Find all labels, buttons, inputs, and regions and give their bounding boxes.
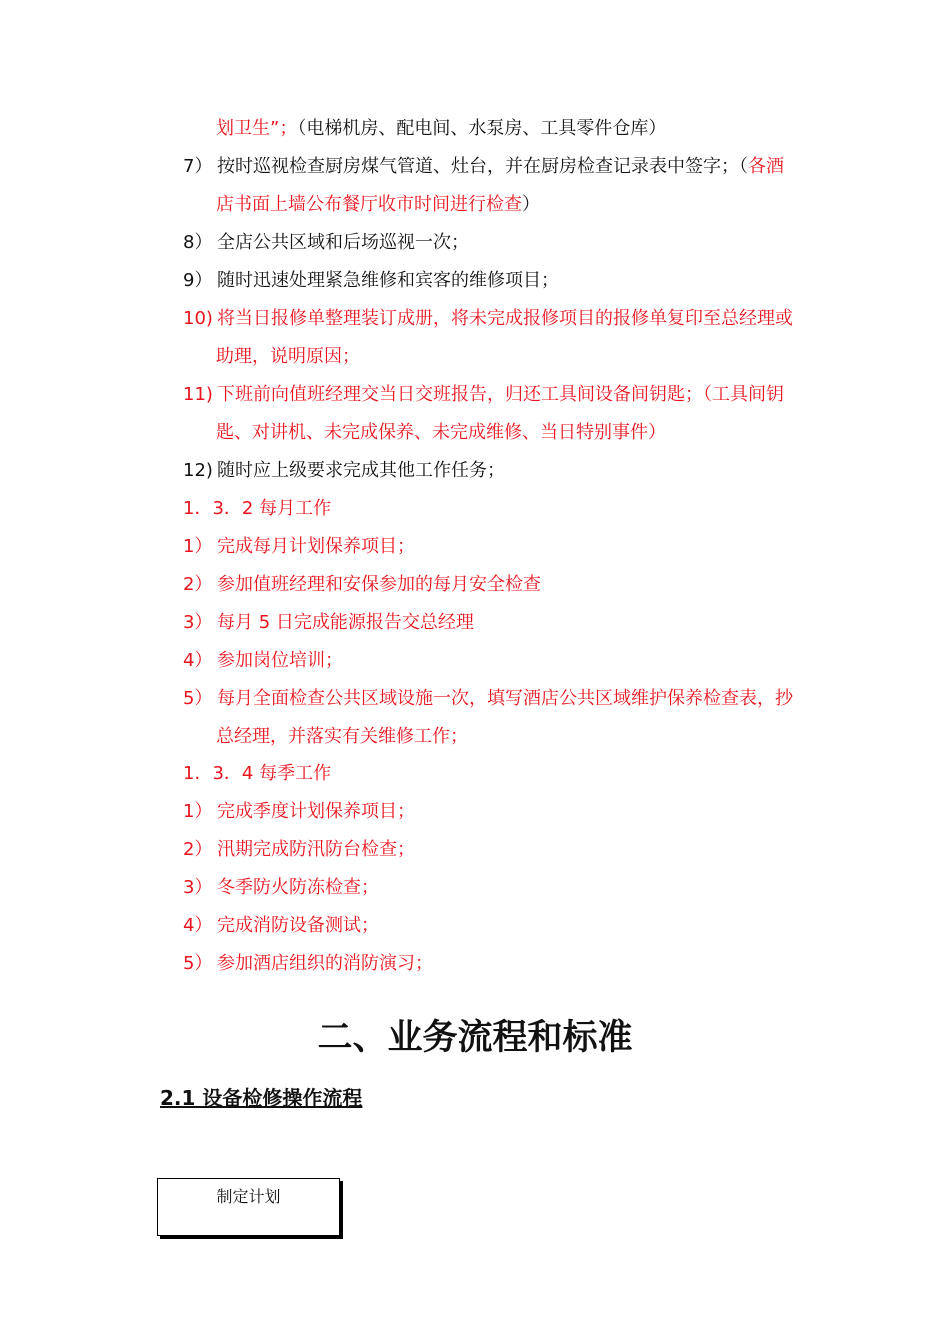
text-line <box>183 649 343 673</box>
text-span: 划卫生”； <box>216 118 298 139</box>
list-number: 11) <box>183 384 213 405</box>
list-number: 10) <box>183 308 213 329</box>
text-line <box>183 573 541 597</box>
text-span: 每月 5 日完成能源报告交总经理 <box>217 612 474 633</box>
list-number: 2） <box>183 574 213 595</box>
list-number: 8） <box>183 232 213 253</box>
text-span: 1．3．4 每季工作 <box>183 763 332 784</box>
list-number: 5） <box>183 953 213 974</box>
list-number: 3） <box>183 877 213 898</box>
text-span: 完成每月计划保养项目； <box>217 536 415 557</box>
text-line <box>183 231 469 255</box>
list-number: 7） <box>183 156 213 177</box>
list-number: 5） <box>183 688 213 709</box>
text-span: 店书面上墙公布餐厅收市时间进行检查 <box>216 194 522 215</box>
text-line <box>183 269 559 293</box>
list-number: 3） <box>183 612 213 633</box>
text-span: （电梯机房、配电间、水泵房、工具零件仓库） <box>297 118 667 139</box>
list-number: 12) <box>183 460 213 481</box>
text-span: 参加值班经理和安保参加的每月安全检查 <box>217 574 541 595</box>
list-number: 1） <box>183 801 213 822</box>
text-line <box>183 459 505 483</box>
text-line <box>183 307 793 331</box>
text-span: 参加酒店组织的消防演习； <box>217 953 433 974</box>
text-line <box>216 193 540 217</box>
list-number: 9） <box>183 270 213 291</box>
text-line <box>183 838 415 862</box>
text-line <box>216 345 360 369</box>
text-line <box>183 800 415 824</box>
text-line <box>183 497 331 521</box>
text-line <box>183 383 784 407</box>
text-span: ） <box>522 194 540 215</box>
text-line <box>216 725 468 749</box>
text-span: 完成消防设备测试； <box>217 915 379 936</box>
text-span: 参加岗位培训； <box>217 650 343 671</box>
text-span: 每月全面检查公共区域设施一次，填写酒店公共区域维护保养检查表，抄 <box>217 688 793 709</box>
flowchart-step-box <box>157 1178 340 1236</box>
text-line <box>183 155 784 179</box>
text-line <box>183 535 415 559</box>
list-number: 4） <box>183 650 213 671</box>
list-number: 2） <box>183 839 213 860</box>
text-line <box>216 421 666 445</box>
text-span: 匙、对讲机、未完成保养、未完成维修、当日特别事件） <box>216 422 666 443</box>
text-line <box>183 687 793 711</box>
list-number: 4） <box>183 915 213 936</box>
text-line <box>183 611 474 635</box>
text-span: 各酒 <box>748 156 784 177</box>
list-number: 1） <box>183 536 213 557</box>
section-title: 二、业务流程和标准 <box>317 1018 633 1058</box>
subsection-title: 2.1 设备检修操作流程 <box>160 1086 363 1110</box>
flowchart-step-label: 制定计划 <box>216 1187 281 1206</box>
text-span: 将当日报修单整理装订成册，将未完成报修项目的报修单复印至总经理或 <box>217 308 793 329</box>
text-span: 完成季度计划保养项目； <box>217 801 415 822</box>
text-span: 汛期完成防汛防台检查； <box>217 839 415 860</box>
text-span: 总经理，并落实有关维修工作； <box>216 726 468 747</box>
text-line <box>183 914 379 938</box>
text-span: 1．3．2 每月工作 <box>183 498 332 519</box>
text-span: 随时迅速处理紧急维修和宾客的维修项目； <box>217 270 559 291</box>
text-span: 冬季防火防冻检查； <box>217 877 379 898</box>
text-span: 全店公共区域和后场巡视一次； <box>217 232 469 253</box>
text-span: 助理，说明原因； <box>216 346 360 367</box>
text-line <box>216 117 666 141</box>
text-span: 随时应上级要求完成其他工作任务； <box>217 460 505 481</box>
text-line <box>183 762 331 786</box>
text-span: 按时巡视检查厨房煤气管道、灶台，并在厨房检查记录表中签字；（ <box>217 156 748 177</box>
text-line <box>183 876 379 900</box>
text-span: 下班前向值班经理交当日交班报告，归还工具间设备间钥匙；（工具间钥 <box>217 384 784 405</box>
text-line <box>183 952 433 976</box>
